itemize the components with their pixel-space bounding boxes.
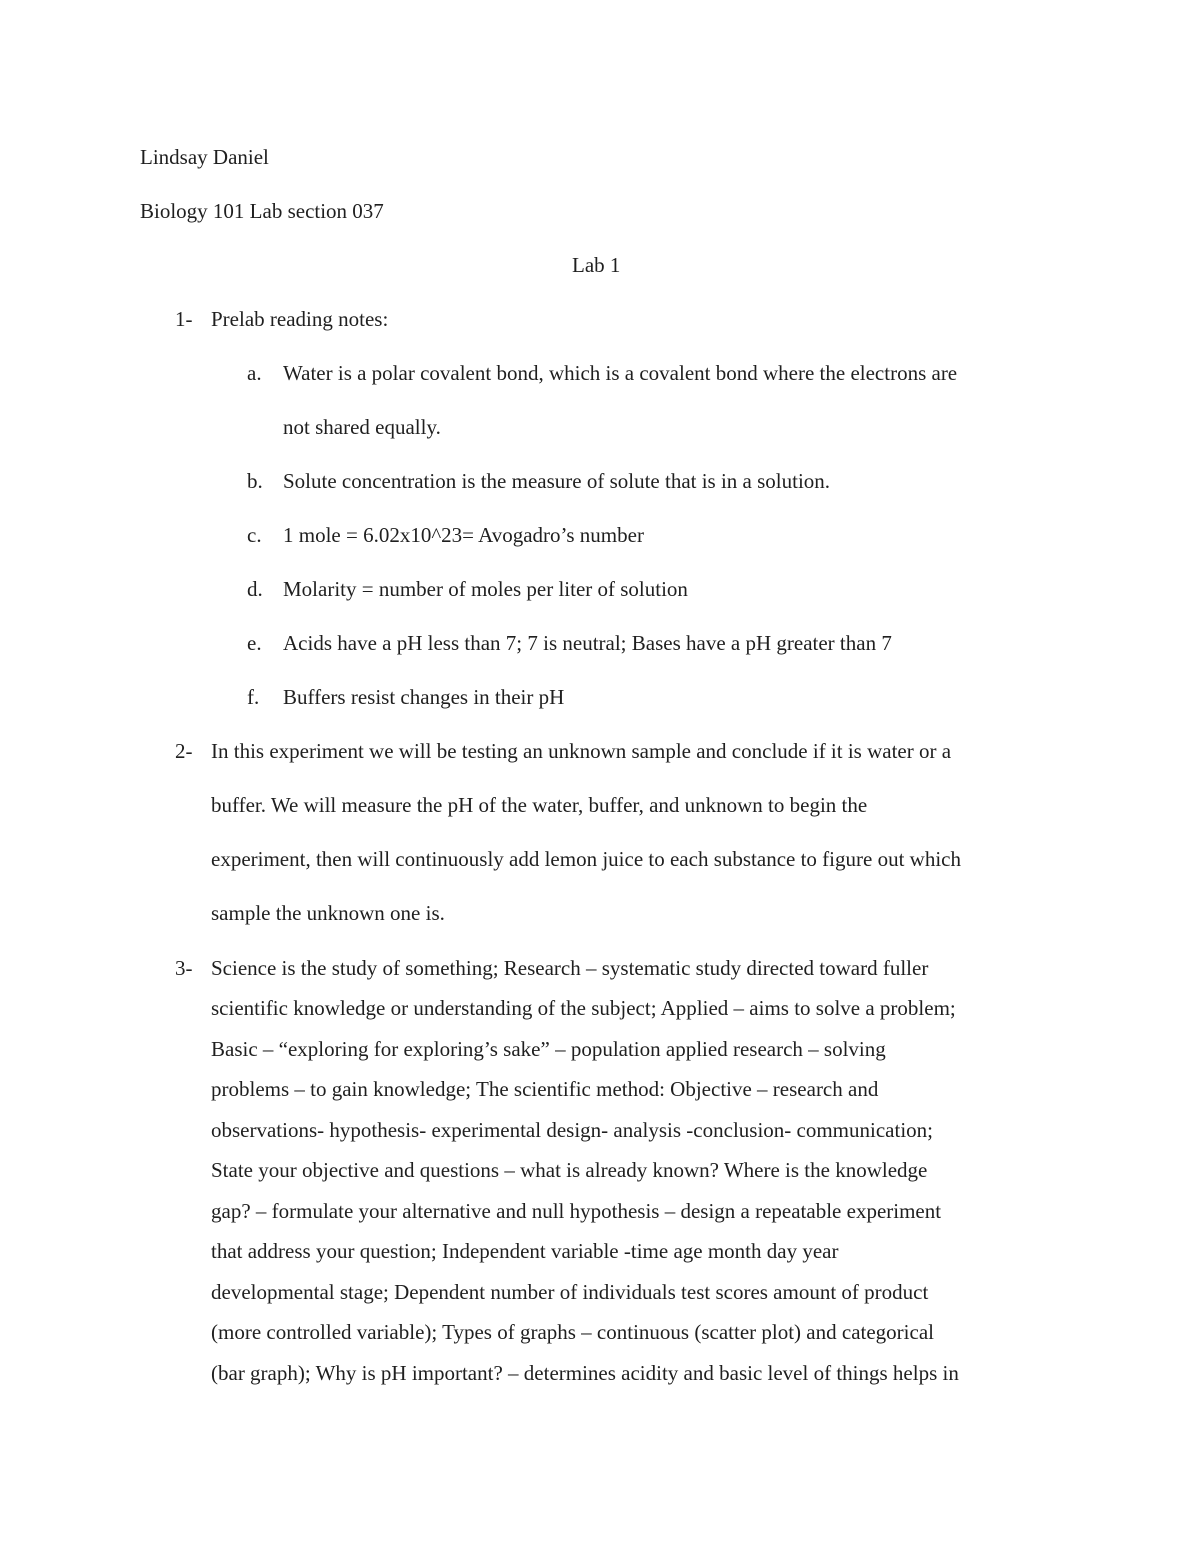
- note-a-line-1: Water is a polar covalent bond, which is a covalent bond where the electrons are: [283, 361, 958, 385]
- section-3-line-5: observations- hypothesis- experimental design- analysis -conclusion- communication;: [211, 1118, 933, 1142]
- section-3-line-4: problems – to gain knowledge; The scientific method: Objective – research and: [211, 1077, 879, 1101]
- list-marker-1: 1-: [175, 307, 193, 331]
- section-3-line-7: gap? – formulate your alternative and null hypothesis – design a repeatable experiment: [211, 1199, 942, 1223]
- section-3-line-10: (more controlled variable); Types of graphs – continuous (scatter plot) and categorical: [211, 1320, 934, 1344]
- note-b-line-1: Solute concentration is the measure of solute that is in a solution.: [283, 469, 831, 493]
- section-2-line-3: experiment, then will continuously add lemon juice to each substance to figure out which: [211, 847, 961, 871]
- sub-marker-e: e.: [247, 631, 262, 655]
- section-3-line-1: Science is the study of something; Research – systematic study directed toward fuller: [211, 956, 929, 980]
- section-3-line-6: State your objective and questions – what is already known? Where is the knowledge: [211, 1158, 928, 1182]
- note-e-line-1: Acids have a pH less than 7; 7 is neutral; Bases have a pH greater than 7: [283, 631, 892, 655]
- sub-marker-a: a.: [247, 361, 262, 385]
- sub-marker-c: c.: [247, 523, 262, 547]
- sub-marker-f: f.: [247, 685, 260, 709]
- author-name: Lindsay Daniel: [140, 145, 269, 169]
- note-f-line-1: Buffers resist changes in their pH: [283, 685, 565, 709]
- section-2-line-4: sample the unknown one is.: [211, 901, 445, 925]
- sub-marker-d: d.: [247, 577, 263, 601]
- course-section: Biology 101 Lab section 037: [140, 199, 384, 223]
- list-marker-3: 3-: [175, 956, 193, 980]
- note-d-line-1: Molarity = number of moles per liter of solution: [283, 577, 688, 601]
- document-title: Lab 1: [572, 253, 621, 277]
- note-a-line-2: not shared equally.: [283, 415, 441, 439]
- list-marker-2: 2-: [175, 739, 193, 763]
- section-3-line-3: Basic – “exploring for exploring’s sake” – population applied research – solving: [211, 1037, 886, 1061]
- section-1-heading: Prelab reading notes:: [211, 307, 389, 331]
- section-3-line-8: that address your question; Independent variable -time age month day year: [211, 1239, 839, 1263]
- section-3-line-11: (bar graph); Why is pH important? – determines acidity and basic level of things helps in: [211, 1361, 959, 1385]
- section-3-line-9: developmental stage; Dependent number of individuals test scores amount of product: [211, 1280, 929, 1304]
- sub-marker-b: b.: [247, 469, 263, 493]
- section-3-line-2: scientific knowledge or understanding of the subject; Applied – aims to solve a problem;: [211, 996, 956, 1020]
- note-c-line-1: 1 mole = 6.02x10^23= Avogadro’s number: [283, 523, 644, 547]
- section-2-line-1: In this experiment we will be testing an unknown sample and conclude if it is water or a: [211, 739, 952, 763]
- section-2-line-2: buffer. We will measure the pH of the water, buffer, and unknown to begin the: [211, 793, 868, 817]
